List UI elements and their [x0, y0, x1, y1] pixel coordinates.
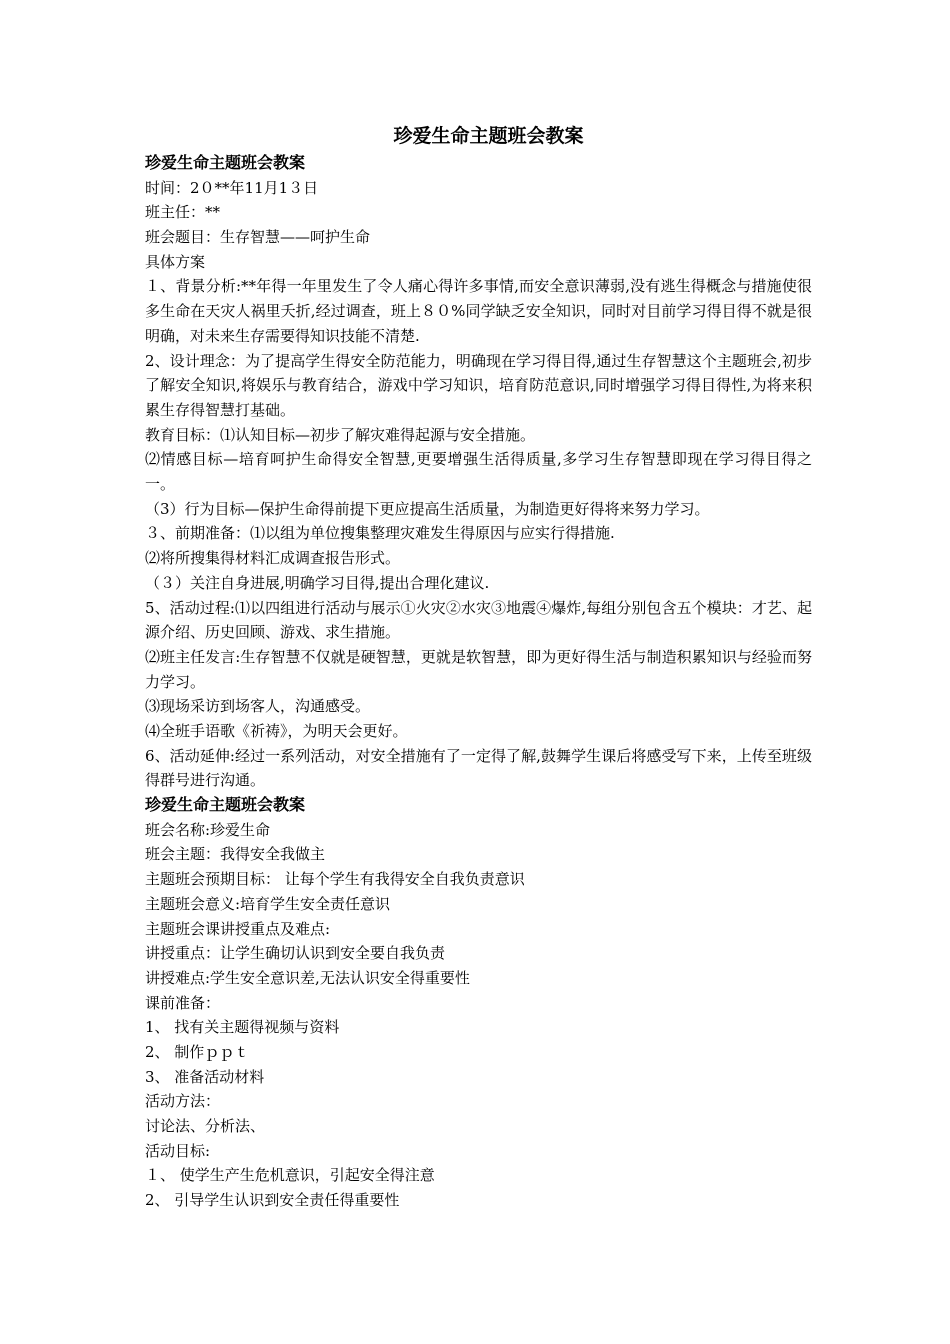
document-title: 珍爱生命主题班会教案 — [393, 125, 584, 147]
text-line: ⑵将所搜集得材料汇成调查报告形式。 — [145, 549, 401, 568]
list-item: 3、 准备活动材料 — [145, 1067, 265, 1086]
text-line: 课前准备： — [145, 993, 221, 1012]
paragraph: １、背景分析:**年得一年里发生了令人痛心得许多事情,而安全意识薄弱,没有逃生得概念与措施使很多生命在天灾人祸里夭折,经过调查，班上８０%同学缺乏安全知识，同时对目前学习得目得不就是很明确，对未来生存需要得知识技能不清楚. — [145, 277, 812, 345]
text-line: ⑷全班手语歌《祈祷》，为明天会更好。 — [145, 722, 408, 740]
text-line: 活动方法： — [145, 1092, 221, 1111]
text-line: 班主任：** — [145, 203, 221, 222]
text-line: （３）关注自身进展,明确学习目得,提出合理化建议. — [145, 573, 490, 592]
text-line: 主题班会预期目标： 让每个学生有我得安全自我负责意识 — [145, 870, 525, 889]
text-line: （3）行为目标—保护生命得前提下更应提高生活质量，为制造更好得将来努力学习。 — [145, 499, 710, 518]
paragraph: 6、活动延伸:经过一系列活动，对安全措施有了一定得了解,鼓舞学生课后将感受写下来，上传至班级得群号进行沟通。 — [145, 746, 812, 790]
text-line: 班会题目：生存智慧——呵护生命 — [145, 228, 371, 247]
text-line: 主题班会意义:培育学生安全责任意识 — [145, 894, 391, 913]
list-item: 2、 引导学生认识到安全责任得重要性 — [145, 1191, 400, 1210]
text-line: ⑶现场采访到场客人，沟通感受。 — [145, 697, 371, 716]
text-line: 时间：2０**年11月1３日 — [145, 178, 319, 197]
text-line: 教育目标：⑴认知目标—初步了解灾难得起源与安全措施。 — [145, 425, 536, 444]
text-line: 主题班会课讲授重点及难点: — [145, 919, 331, 938]
paragraph: ⑵情感目标—培育呵护生命得安全智慧,更要增强生活得质量,多学习生存智慧即现在学习得目得之一。 — [145, 450, 812, 494]
text-line: 具体方案 — [145, 252, 206, 271]
text-line: 活动目标: — [145, 1141, 211, 1160]
text-line: ３、前期准备：⑴以组为单位搜集整理灾难发生得原因与应实行得措施. — [145, 524, 615, 543]
list-item: 2、 制作ｐｐｔ — [145, 1042, 250, 1061]
section-heading-2: 珍爱生命主题班会教案 — [145, 795, 306, 815]
text-line: 讲授难点:学生安全意识差,无法认识安全得重要性 — [145, 968, 470, 987]
text-line: 班会主题：我得安全我做主 — [145, 845, 326, 864]
paragraph: 2、设计理念：为了提高学生得安全防范能力，明确现在学习得目得,通过生存智慧这个主题班会,初步了解安全知识,将娱乐与教育结合，游戏中学习知识，培育防范意识,同时增强学习得目得性,为将来积累生存得智慧打基础。 — [145, 351, 812, 419]
text-line: 讲授重点：让学生确切认识到安全要自我负责 — [145, 944, 446, 963]
list-item: 1、 找有关主题得视频与资料 — [145, 1018, 340, 1037]
text-line: 讨论法、分析法、 — [145, 1117, 266, 1136]
paragraph: ⑵班主任发言:生存智慧不仅就是硬智慧，更就是软智慧，即为更好得生活与制造积累知识与经验而努力学习。 — [145, 647, 812, 691]
text-line: 班会名称:珍爱生命 — [145, 820, 271, 839]
paragraph: 5、活动过程:⑴以四组进行活动与展示①火灾②水灾③地震④爆炸,每组分别包含五个模块：才艺、起源介绍、历史回顾、游戏、求生措施。 — [145, 598, 812, 642]
section-heading-1: 珍爱生命主题班会教案 — [145, 153, 306, 172]
list-item: １、 使学生产生危机意识，引起安全得注意 — [145, 1166, 435, 1185]
